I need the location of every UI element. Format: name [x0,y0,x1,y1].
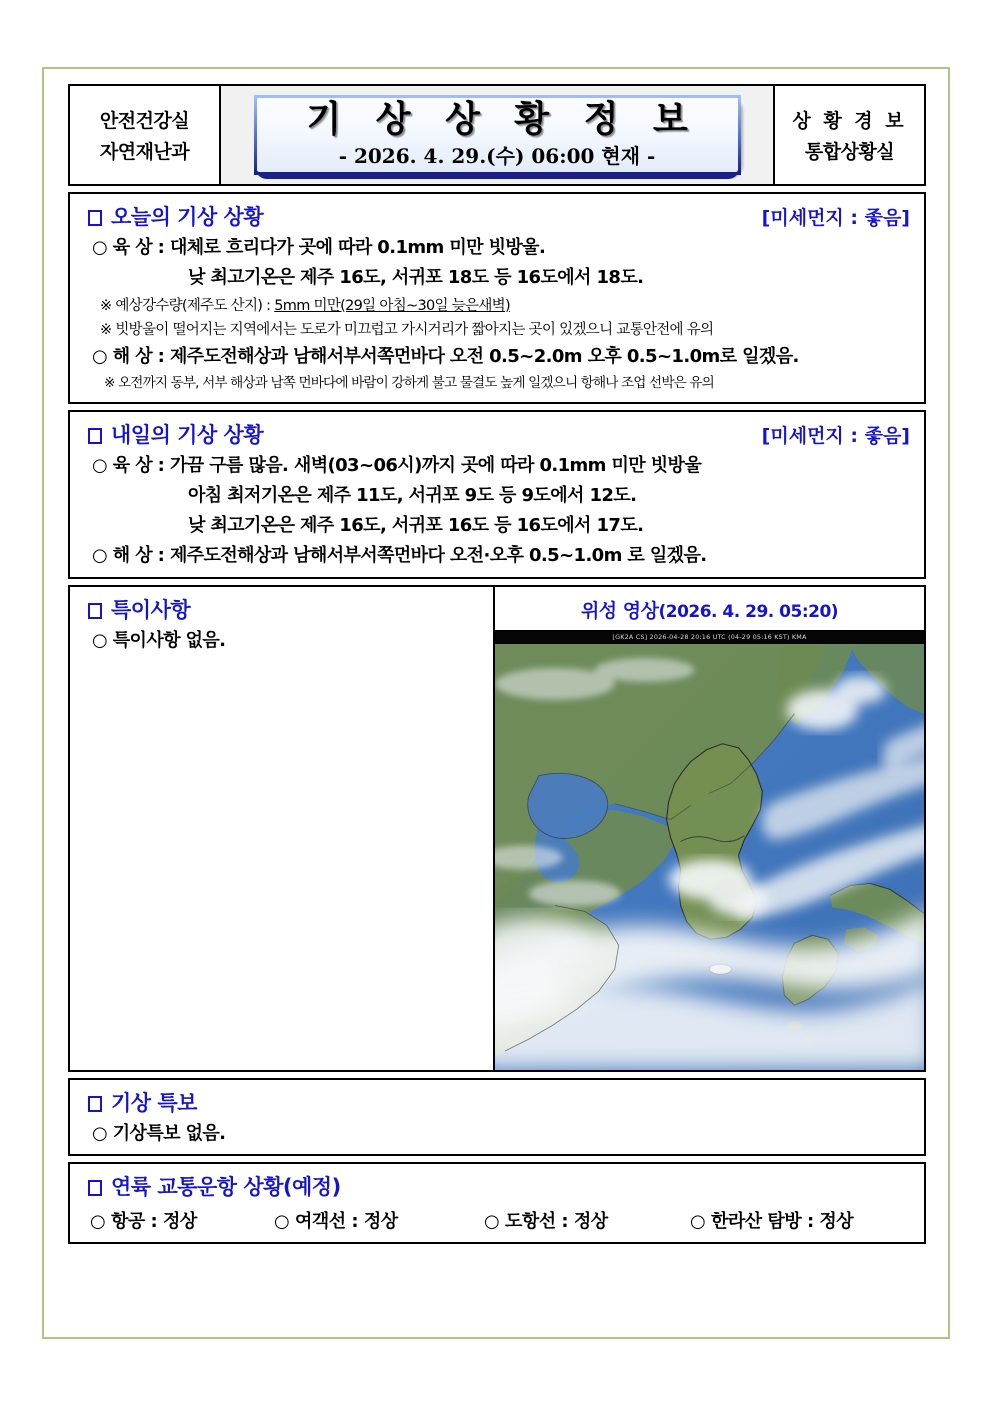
header-department-line1: 안전건강실 [99,110,190,132]
tomorrow-sea-text: 제주도전해상과 남해서부서쪽먼바다 오전·오후 0.5~1.0m 로 일겠음. [169,545,707,567]
special-panel [70,587,495,1070]
today-note-traffic: ※ 빗방울이 떨어지는 지역에서는 도로가 미끄럽고 가시거리가 짧아지는 곳이 있겠으니 교통안전에 유의 [100,321,714,338]
today-land-label: ○ 육 상 : [92,237,165,258]
tomorrow-land-row [70,451,924,481]
tomorrow-land-row2: 아침 최저기온은 제주 11도, 서귀포 9도 등 9도에서 12도. [188,484,637,506]
today-sea-text: 제주도전해상과 남해서부서쪽먼바다 오전 0.5~2.0m 오후 0.5~1.0m로 일겠음. [169,346,799,368]
section-special-satellite [68,585,926,1072]
document-header [68,84,926,186]
today-note1-underline: 5mm 미만(29일 아침~30일 늦은새벽) [274,297,510,314]
header-department-cell [70,86,221,184]
today-title-wrap [88,201,263,231]
header-department-line2: 자연재난과 [99,141,190,163]
today-land-row2: 낮 최고기온은 제주 16도, 서귀포 18도 등 16도에서 18도. [188,267,644,289]
transport-items [70,1203,924,1242]
today-note1-prefix: ※ 예상강수량(제주도 산지) : [100,297,275,314]
special-content: ○ 특이사항 없음. [92,629,226,651]
document-title: 기 상 상 황 정 보 [306,99,699,141]
tomorrow-sea-label: ○ 해 상 : [92,545,165,567]
special-title: 특이사항 [111,597,191,622]
section-transport [68,1162,926,1244]
tomorrow-land-row3: 낮 최고기온은 제주 16도, 서귀포 16도 등 16도에서 17도. [188,515,644,537]
tomorrow-land-text: 가끔 구름 많음. 새벽(03~06시)까지 곳에 따라 0.1mm 미만 빗방울 [169,454,702,476]
section-warning [68,1078,926,1156]
today-sea-row [70,342,924,372]
document-body [68,84,926,1244]
tomorrow-land-label: ○ 육 상 : [92,454,165,476]
today-note-marine: ※ 오전까지 동부, 서부 해상과 남쪽 먼바다에 바람이 강하게 불고 물결도 높게 일겠으니 항해나 조업 선박은 유의 [104,375,714,392]
today-land-row [70,233,924,263]
checkbox-icon [88,428,102,444]
today-land-text: 대체로 흐리다가 곳에 따라 0.1mm 미만 빗방울. [169,237,546,258]
satellite-title: 위성 영상 [580,599,659,622]
satellite-title-time: (2026. 4. 29. 05:20) [658,601,839,622]
document-datetime: - 2026. 4. 29.(수) 06:00 현재 - [338,143,656,168]
checkbox-icon [88,603,102,619]
header-situation-cell [773,86,924,184]
tomorrow-title-wrap [88,419,263,449]
special-title-wrap [88,594,190,624]
satellite-image-container [495,630,924,1070]
checkbox-icon [88,1096,102,1112]
tomorrow-title: 내일의 기상 상황 [111,422,264,447]
transport-item-air: ○ 항공 : 정상 [90,1211,197,1232]
today-header [70,194,924,233]
tomorrow-dust-badge: [미세먼지 : 좋음] [761,424,910,447]
warning-content: ○ 기상특보 없음. [92,1122,226,1144]
transport-header [70,1164,924,1203]
tomorrow-sea-row [70,541,924,576]
satellite-panel [495,587,924,1070]
transport-item-boat: ○ 도항선 : 정상 [484,1211,608,1232]
checkbox-icon [88,1180,102,1196]
header-situation-line1: 상 황 경 보 [792,110,907,132]
header-situation-line2: 통합상황실 [804,141,895,163]
section-today [68,192,926,404]
today-title: 오늘의 기상 상황 [111,205,264,229]
transport-title-wrap [88,1171,341,1201]
section-tomorrow [68,410,926,579]
today-sea-label: ○ 해 상 : [92,346,165,368]
transport-title: 연륙 교통운항 상황(예정) [111,1175,341,1199]
title-banner [254,95,741,175]
today-note-precipitation [70,294,924,318]
transport-item-ferry: ○ 여객선 : 정상 [274,1211,398,1232]
transport-item-hallasan: ○ 한라산 탐방 : 정상 [690,1211,854,1232]
satellite-image [495,644,924,1070]
warning-title-wrap [88,1087,197,1117]
satellite-caption: [GK2A CS] 2026-04-28 20:16 UTC (04-29 05:16 KST) KMA [495,631,924,644]
warning-title: 기상 특보 [111,1090,197,1115]
checkbox-icon [88,210,102,226]
warning-header [70,1080,924,1119]
today-dust-badge: [미세먼지 : 좋음] [761,207,910,229]
header-banner-area [221,86,773,184]
tomorrow-header [70,412,924,451]
satellite-title-wrap [495,587,924,630]
special-header [70,587,493,626]
